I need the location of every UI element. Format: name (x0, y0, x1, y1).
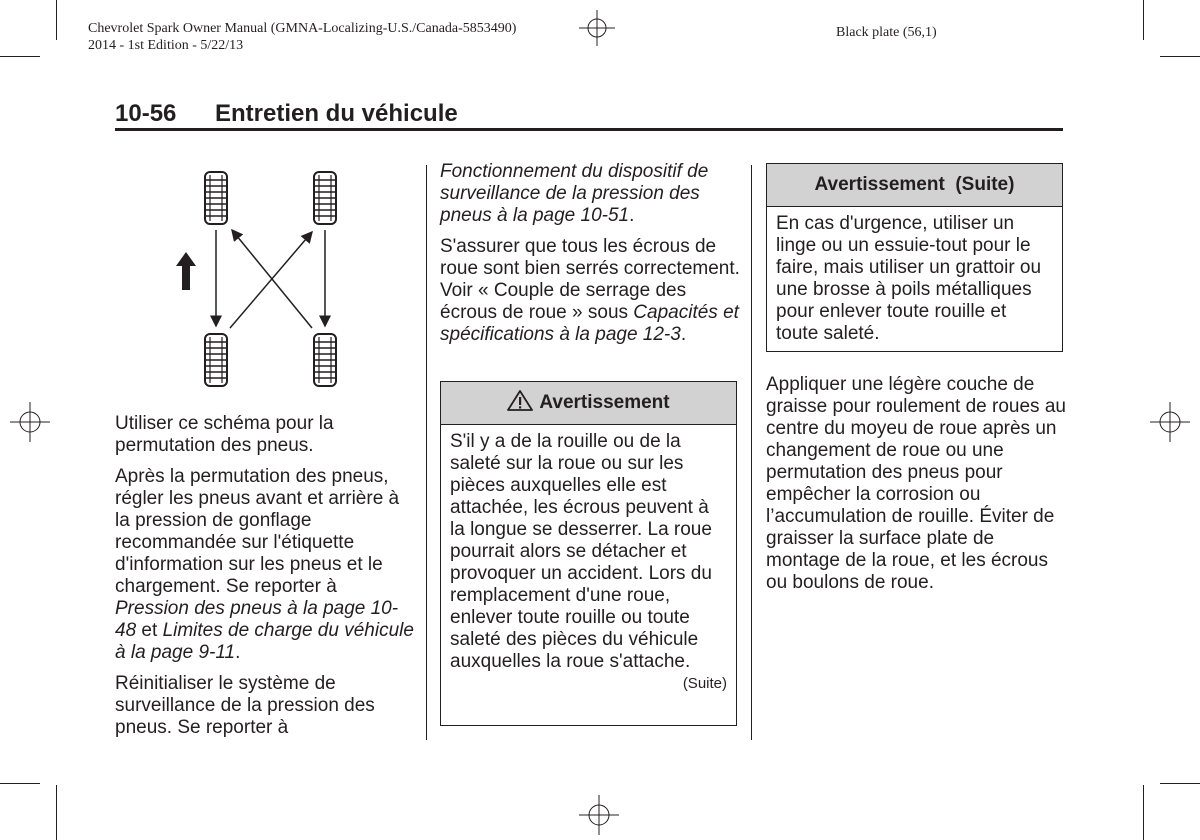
warning-continued: (Suite) (682, 675, 727, 692)
arrow-cross-up-left (232, 230, 312, 328)
paragraph-rotation-scheme: Utiliser ce schéma pour la permutation des pneus. (115, 413, 334, 456)
registration-mark-bottom (579, 795, 619, 835)
registration-mark-top (579, 10, 615, 46)
paragraph-tpms-link: Fonctionnement du dispositif de surveillance de la pression des pneus à la page 10-51. (440, 161, 709, 226)
paragraph-grease: Appliquer une légère couche de graisse pour roulement de roues au centre du moyeu de roue après un changement de roue ou une permutation des pneus pour empêcher la corrosion ou l’accumulation de rouille. Éviter de graisser la surface plate de montage de la roue, et les écrous ou boulons de roue. (766, 374, 1066, 593)
warning-title: Avertissement (539, 392, 670, 413)
column-divider-2 (751, 165, 752, 740)
link-tpms-operation[interactable]: Fonctionnement du dispositif de surveillance de la pression des pneus à la page 10-51 (440, 161, 709, 226)
warning-body: S'il y a de la rouille ou de la saleté sur la roue ou sur les pièces auxquelles elle est attachée, les écrous peuvent à la longue se desserrer. La roue pourrait alors se détacher et provoquer un accident. Lors du remplacement d'une roue, enlever toute rouille ou toute saleté des pièces du véhicule auxquelles la roue s'attache. (Suite) (450, 431, 727, 692)
link-capacities[interactable]: Capacités et spécifications à la page 12-3 (440, 302, 739, 345)
link-tire-pressure[interactable]: Pression des pneus à la page 10-48 (115, 598, 399, 641)
header-edition: 2014 - 1st Edition - 5/22/13 (88, 38, 244, 53)
paragraph-adjust-pressure: Après la permutation des pneus, régler les pneus avant et arrière à la pression de gonflage recommandée sur l'étiquette d'information sur les pneus et le chargement. Se reporter à Pression des pneus à la page 10-48 et Limites de charge du véhicule à la page 9-11. (115, 466, 414, 663)
header-manual-title: Chevrolet Spark Owner Manual (GMNA-Localizing-U.S./Canada-5853490) (88, 21, 517, 36)
tire-front-left (205, 172, 227, 224)
registration-mark-right (1150, 402, 1190, 442)
column-3-text (766, 374, 1066, 603)
section-heading (115, 100, 1063, 128)
tire-rear-left (205, 334, 227, 386)
column-divider-1 (426, 165, 427, 740)
warning-continued-body: En cas d'urgence, utiliser un linge ou un essuie-tout pour le faire, mais utiliser un grattoir ou une brosse à poils métalliques pour enlever toute rouille et toute saleté. (776, 213, 1042, 344)
tire-rear-right (314, 334, 336, 386)
header-plate: Black plate (56,1) (836, 25, 937, 40)
warning-triangle-icon (507, 389, 533, 411)
page-number: 10-56 (115, 100, 177, 127)
heading-rule (115, 128, 1063, 131)
warning-box (440, 381, 737, 726)
tire-rotation-diagram (160, 160, 380, 400)
front-direction-arrow-icon (176, 252, 196, 290)
tire-front-right (314, 172, 336, 224)
warning-box-continued (766, 163, 1063, 352)
link-load-limits[interactable]: Limites de charge du véhicule à la page 9-11 (115, 620, 414, 663)
warning-header (441, 382, 736, 425)
column-2-text (440, 161, 740, 355)
column-1-text (115, 413, 415, 748)
warning-continued-header: Avertissement (Suite) (767, 164, 1062, 207)
paragraph-wheel-nuts: S'assurer que tous les écrous de roue sont bien serrés correctement. Voir « Couple de serrage des écrous de roue » sous Capacités et spécifications à la page 12-3. (440, 236, 740, 345)
registration-mark-left (10, 402, 50, 442)
section-title: Entretien du véhicule (215, 100, 458, 127)
paragraph-reset-tpms: Réinitialiser le système de surveillance de la pression des pneus. Se reporter à (115, 673, 375, 738)
